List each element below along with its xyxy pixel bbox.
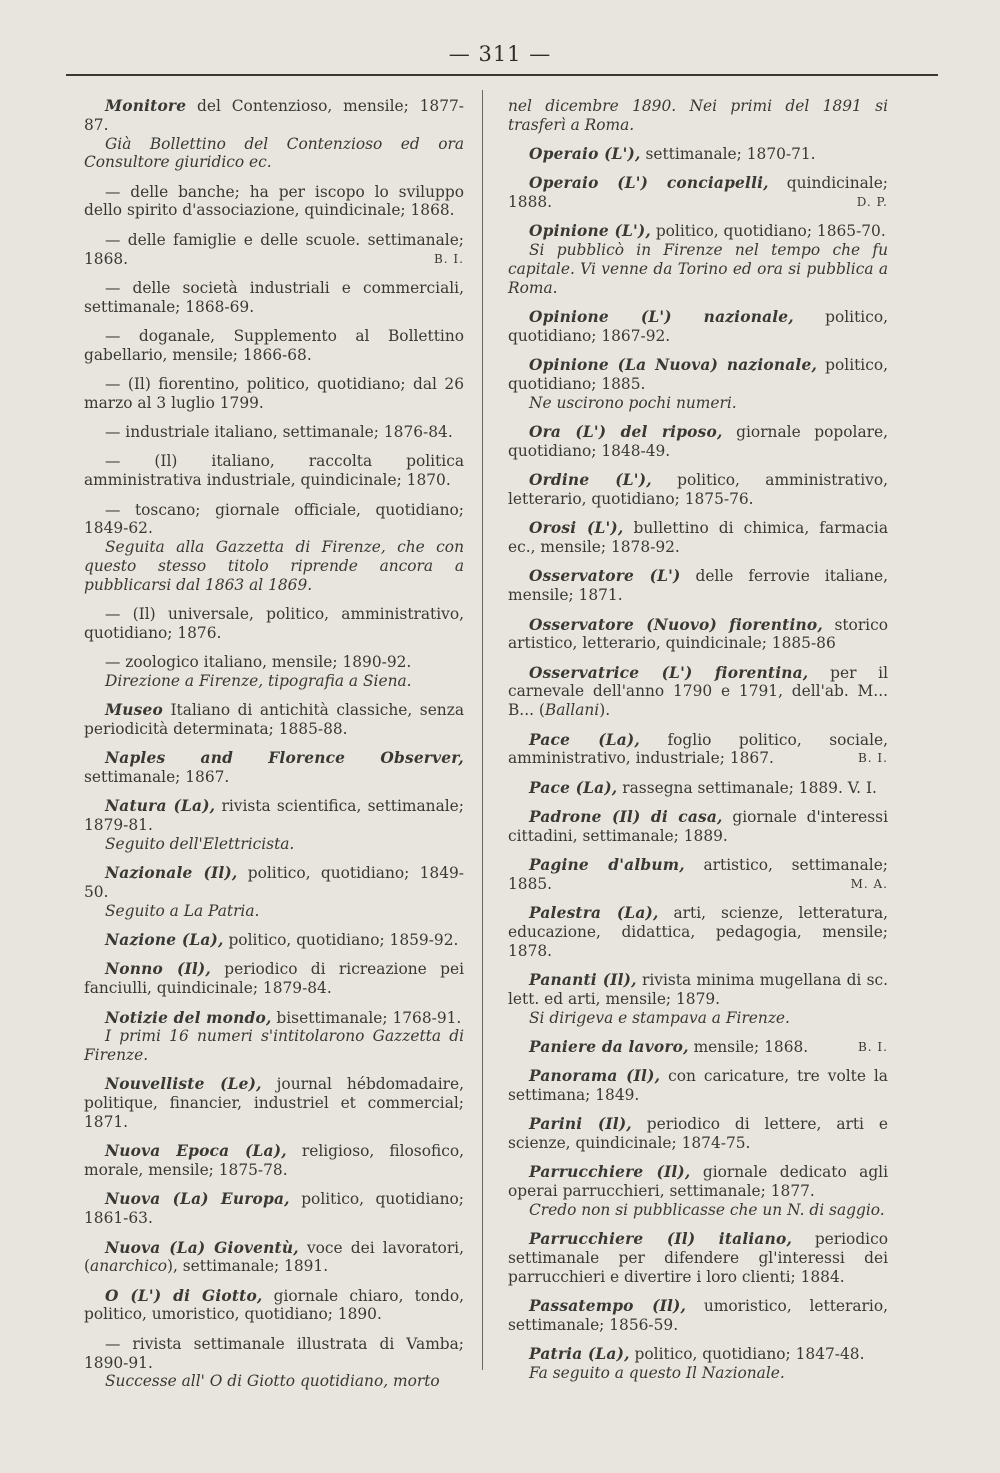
entry-description [84,1239,464,1277]
entry-headword: Opinione (L') nazionale, [529,308,794,327]
entry-text: delle ferrovie italiane, mensile; 1871. [508,567,888,605]
entry-note [84,135,464,173]
entry-description [508,1345,888,1364]
catalog-entry [84,375,464,413]
entry-description [84,1009,464,1028]
entry-headword: Nonno (Il), [105,960,211,979]
entry-signature: M. A. [850,876,888,891]
entry-text: voce dei lavoratori, ( [84,1238,464,1276]
catalog-entry [508,779,888,798]
entry-description [508,856,888,894]
entry-headword: Opinione (L'), [529,222,651,241]
entry-headword: Panorama (Il), [529,1067,661,1086]
catalog-entry [508,616,888,654]
entry-description [508,145,888,164]
entry-text: Gazzetta di Firenze, [204,538,398,557]
entry-headword: Operaio (L') conciapelli, [529,174,769,193]
catalog-entry [508,1038,888,1057]
entry-description [508,1230,888,1286]
entry-description [84,1190,464,1228]
catalog-entry [508,664,888,720]
entry-italic-text: Si pubblicò in Firenze nel tempo che fu capitale. Vi venne da Torino ed ora si pubblica a Roma. [508,241,888,297]
entry-headword: Nouvelliste (Le), [105,1075,262,1094]
entry-text: — industriale italiano, settimanale; 1876-84. [105,423,453,442]
entry-headword: Natura (La), [105,797,216,816]
entry-text: umoristico, letterario, settimanale; 1856-59. [508,1297,888,1334]
entry-headword: Museo [105,701,163,720]
catalog-entry [508,1345,888,1383]
entry-description [508,779,888,798]
entry-italic-text: ed ora [400,134,464,153]
entry-text: giornale dedicato agli operai parrucchieri, settimanale; 1877. [508,1163,889,1201]
entry-italic-text: Ballani [544,701,600,720]
entry-text: settimanale; 1870-71. [640,145,816,164]
catalog-entry [508,145,888,164]
entry-italic-text: nel dicembre 1890. Nei primi del 1891 si trasferì a Roma. [508,97,888,134]
entry-description [84,749,464,787]
entry-text: rivista minima mugellana di sc. lett. ed arti, mensile; 1879. [508,970,889,1008]
entry-text: — zoologico italiano, mensile; 1890-92. [105,653,412,672]
entry-description [508,1038,888,1057]
entry-text: arti, scienze, letteratura, educazione, didattica, pedagogia, mensile; 1878. [508,904,889,960]
entry-text: Italiano di antichità classiche, senza periodicità determinata; 1885-88. [84,701,464,739]
entry-text: periodico di ricreazione pei fanciulli, quindicinale; 1879-84. [84,960,464,998]
entry-note [508,241,888,297]
entry-headword: Passatempo (Il), [529,1297,687,1316]
catalog-entry [84,864,464,920]
catalog-entry [84,279,464,317]
entry-description [508,731,888,769]
catalog-entry [84,423,464,442]
catalog-entry [508,1230,888,1286]
entry-signature: B. I. [857,1039,888,1054]
entry-text: ). [599,701,611,720]
entry-text: rivista scientifica, settimanale; 1879-81. [84,797,464,835]
entry-description [84,1287,464,1325]
entry-text: Bollettino del Contenzioso [131,134,401,153]
entry-description [508,222,888,241]
entry-text: bisettimanale; 1768-91. [271,1008,462,1027]
entry-headword: Pace (La), [529,730,640,749]
catalog-entry [84,701,464,739]
entry-headword: Nuova Epoca (La), [105,1142,287,1161]
entry-text: Consultore giuridico ec. [84,153,272,172]
catalog-entry [508,1163,888,1219]
catalog-entry [84,231,464,269]
entry-headword: Nuova (La) Gioventù, [105,1238,299,1257]
entry-text: — delle società industriali e commerciali, settimanale; 1868-69. [84,278,464,316]
entry-text: — toscano; giornale officiale, quotidiano; 1849-62. [84,500,464,538]
entry-text: politico, quotidiano; 1867-92. [508,308,888,345]
entry-text: religioso, filosofico, morale, mensile; 1875-78. [84,1142,465,1180]
entry-description [508,904,888,960]
entry-description [84,960,464,998]
entry-note [84,672,464,691]
catalog-entry [84,1239,464,1277]
catalog-entry [508,856,888,894]
entry-text: — (Il) italiano, raccolta politica amministrativa industriale, quindicinale; 1870. [84,452,464,490]
entry-note [84,902,464,921]
catalog-entry [84,1287,464,1325]
entry-italic-text: Seguita alla [105,538,205,557]
entry-headword: Padrone (Il) di casa, [529,807,723,826]
entry-description [84,653,464,672]
catalog-entry [84,1075,464,1131]
entry-text: giornale d'interessi cittadini, settimanale; 1889. [508,807,888,845]
entry-description [508,519,888,557]
entry-description [84,931,464,950]
entry-note [508,97,888,135]
catalog-entry [508,222,888,297]
entry-headword: Pace (La), [529,778,618,797]
entry-note [84,1027,464,1065]
entry-text: politico, quotidiano; 1885. [508,356,888,394]
entry-description [508,174,888,212]
catalog-entry [508,308,888,346]
entry-description [508,971,888,1009]
entry-description [508,1297,888,1335]
entry-text: del Contenzioso, mensile; 1877-87. [84,97,464,134]
entry-headword: Orosi (L'), [529,519,624,538]
catalog-entry [508,471,888,509]
entry-text: con caricature, tre volte la settimana; 1849. [508,1067,888,1104]
entry-text: N. di saggio. [782,1200,885,1219]
entry-text: per il carnevale dell'anno 1790 e 1791, dell'ab. M... B... ( [508,663,888,720]
entry-text: artistico, settimanale; 1885. [508,856,888,893]
entry-text: giornale popolare, quotidiano; 1848-49. [508,423,888,460]
entry-description [508,664,888,720]
entry-text: storico artistico, letterario, quindicinale; 1885-86 [508,615,888,653]
entry-note [508,1009,888,1028]
entry-description [508,1115,888,1153]
entry-text: mensile; 1868. [688,1037,809,1056]
catalog-entry [84,452,464,490]
catalog-entry [84,1009,464,1065]
entry-headword: Opinione (La Nuova) nazionale, [529,356,818,375]
entry-signature: D. P. [856,195,888,210]
entry-text: quindicinale; 1888. [508,174,888,212]
right-column [508,97,888,1393]
catalog-entry [508,567,888,605]
catalog-entry [84,183,464,221]
catalog-entry [84,501,464,595]
entry-text: Il Nazionale. [681,1364,785,1383]
catalog-entry [84,1335,464,1391]
entry-italic-text: Direzione a Firenze, tipografia a Siena. [105,671,412,690]
catalog-entry [508,1297,888,1335]
catalog-entry [508,1067,888,1105]
entry-headword: Palestra (La), [529,904,659,923]
entry-description [508,1067,888,1105]
entry-description [84,605,464,643]
entry-text: Gazzetta di Firenze. [84,1027,464,1065]
entry-description [84,452,464,490]
entry-headword: Patria (La), [529,1345,630,1364]
entry-headword: Naples and Florence Observer, [105,749,464,768]
entry-headword: Osservatrice (L') fiorentina, [529,663,809,682]
entry-description [84,423,464,442]
entry-headword: O (L') di Giotto, [105,1286,263,1305]
catalog-entry [84,327,464,365]
entry-description [84,231,464,269]
catalog-entry [84,960,464,998]
entry-description [84,864,464,902]
catalog-entry [508,97,888,135]
entry-description [84,1075,464,1131]
entry-headword: Pagine d'album, [529,856,685,874]
entry-description [84,1335,464,1373]
catalog-entry [84,653,464,691]
entry-headword: Parini (Il), [529,1115,632,1134]
entry-text: politico, quotidiano; 1849-50. [84,864,464,902]
catalog-entry [84,797,464,853]
catalog-entry [508,904,888,960]
entry-note [84,835,464,854]
entry-text: — delle famiglie e delle scuole. settimanale; 1868. [84,230,464,268]
catalog-entry [508,174,888,212]
entry-italic-text: I primi 16 numeri s'intitolarono [105,1027,365,1046]
entry-description [84,183,464,221]
entry-text: settimanale; 1867. [84,768,230,787]
catalog-entry [84,605,464,643]
entry-italic-text: Fa seguito a questo [529,1364,682,1383]
entry-headword: Parrucchiere (Il) italiano, [529,1230,792,1249]
entry-text: periodico di lettere, arti e scienze, quindicinale; 1874-75. [508,1115,888,1153]
entry-headword: Monitore [105,97,187,115]
entry-signature: B. I. [857,751,888,766]
entry-italic-text: Si dirigeva e stampava a Firenze. [529,1008,790,1027]
entry-italic-text: Successe all' [105,1372,205,1391]
page-number: — 311 — [448,42,552,66]
entry-note [508,1364,888,1383]
entry-text: politico, quotidiano; 1847-48. [629,1345,865,1364]
entry-text: — (Il) universale, politico, amministrativo, quotidiano; 1876. [84,605,464,642]
catalog-entry [84,749,464,787]
entry-description [508,356,888,394]
entry-headword: Osservatore (Nuovo) fiorentino, [529,615,823,634]
entry-note [84,538,464,594]
column-divider [482,90,483,1370]
entry-description [84,97,464,135]
entry-headword: Nuova (La) Europa, [105,1190,290,1209]
catalog-entry [84,1190,464,1228]
entry-text: journal hébdomadaire, politique, financier, industriel et commercial; 1871. [84,1075,464,1132]
entry-italic-text: che con questo stesso titolo riprende ancora a pubblicarsi dal 1863 al 1869. [84,538,464,594]
entry-description [84,279,464,317]
entry-text: — rivista settimanale illustrata di Vamba; 1890-91. [84,1334,464,1372]
entry-description [508,808,888,846]
catalog-entry [508,1115,888,1153]
catalog-entry [84,1142,464,1180]
entry-text: politico, quotidiano; 1861-63. [84,1190,464,1228]
entry-headword: Osservatore (L') [529,567,681,586]
entry-italic-text: Seguito a [105,901,179,920]
entry-description [508,1163,888,1201]
entry-description [84,1142,464,1180]
entry-text: bullettino di chimica, farmacia ec., mensile; 1878-92. [508,519,888,557]
entry-text: O di Giotto [204,1372,300,1391]
catalog-entry [84,97,464,172]
entry-headword: Nazionale (Il), [105,864,238,883]
entry-description [84,501,464,539]
entry-text: — delle banche; ha per iscopo lo sviluppo dello spirito d'associazione, quindicinale; 1868. [84,182,464,220]
entry-description [84,797,464,835]
entry-text: ), settimanale; 1891. [166,1257,329,1276]
entry-text: La Patria. [178,901,260,920]
entry-headword: Ora (L') del riposo, [529,423,723,442]
entry-text: politico, quotidiano; 1859-92. [223,931,459,950]
entry-italic-text: Già [105,134,132,153]
catalog-entry [508,731,888,769]
catalog-entry [508,971,888,1027]
header-rule [66,74,938,76]
left-column [84,97,464,1402]
entry-note [508,1201,888,1220]
catalog-entry [508,423,888,461]
catalog-entry [508,356,888,412]
entry-italic-text: Credo non si pubblicasse che un [529,1200,783,1219]
entry-description [84,375,464,413]
entry-headword: Paniere da lavoro, [529,1037,689,1056]
entry-headword: Pananti (Il), [529,970,637,989]
entry-text: Elettricista. [202,835,295,853]
entry-description [508,567,888,605]
entry-description [508,308,888,346]
entry-description [508,423,888,461]
entry-headword: Parrucchiere (Il), [529,1163,691,1182]
entry-text: — (Il) fiorentino, politico, quotidiano; dal 26 marzo al 3 luglio 1799. [84,375,464,412]
entry-italic-text: Seguito dell' [105,835,203,853]
entry-text: periodico settimanale per difendere gl'interessi dei parrucchieri e divertire i loro clienti; 1884. [508,1230,888,1286]
entry-text: giornale chiaro, tondo, politico, umoristico, quotidiano; 1890. [84,1286,464,1324]
entry-signature: B. I. [433,251,464,266]
entry-italic-text: quotidiano, morto [299,1372,440,1391]
entry-note [84,1372,464,1391]
catalog-entry [508,808,888,846]
entry-text: rassegna settimanale; 1889. V. I. [617,778,877,797]
catalog-entry [508,519,888,557]
catalog-entry [84,931,464,950]
entry-headword: Notizie del mondo, [105,1008,272,1027]
entry-note [508,394,888,413]
entry-text: politico, quotidiano; 1865-70. [650,222,886,241]
entry-headword: Operaio (L'), [529,145,641,164]
entry-italic-text: anarchico [90,1257,167,1276]
entry-italic-text: Ne uscirono pochi numeri. [529,393,737,412]
entry-description [508,616,888,654]
entry-description [84,701,464,739]
entry-headword: Ordine (L'), [529,471,652,490]
entry-description [508,471,888,509]
entry-headword: Nazione (La), [105,931,224,950]
entry-description [84,327,464,365]
entry-text: — doganale, Supplemento al Bollettino gabellario, mensile; 1866-68. [84,326,464,364]
entry-text: politico, amministrativo, letterario, quotidiano; 1875-76. [508,471,888,509]
entry-text: foglio politico, sociale, amministrativo, industriale; 1867. [508,730,888,768]
